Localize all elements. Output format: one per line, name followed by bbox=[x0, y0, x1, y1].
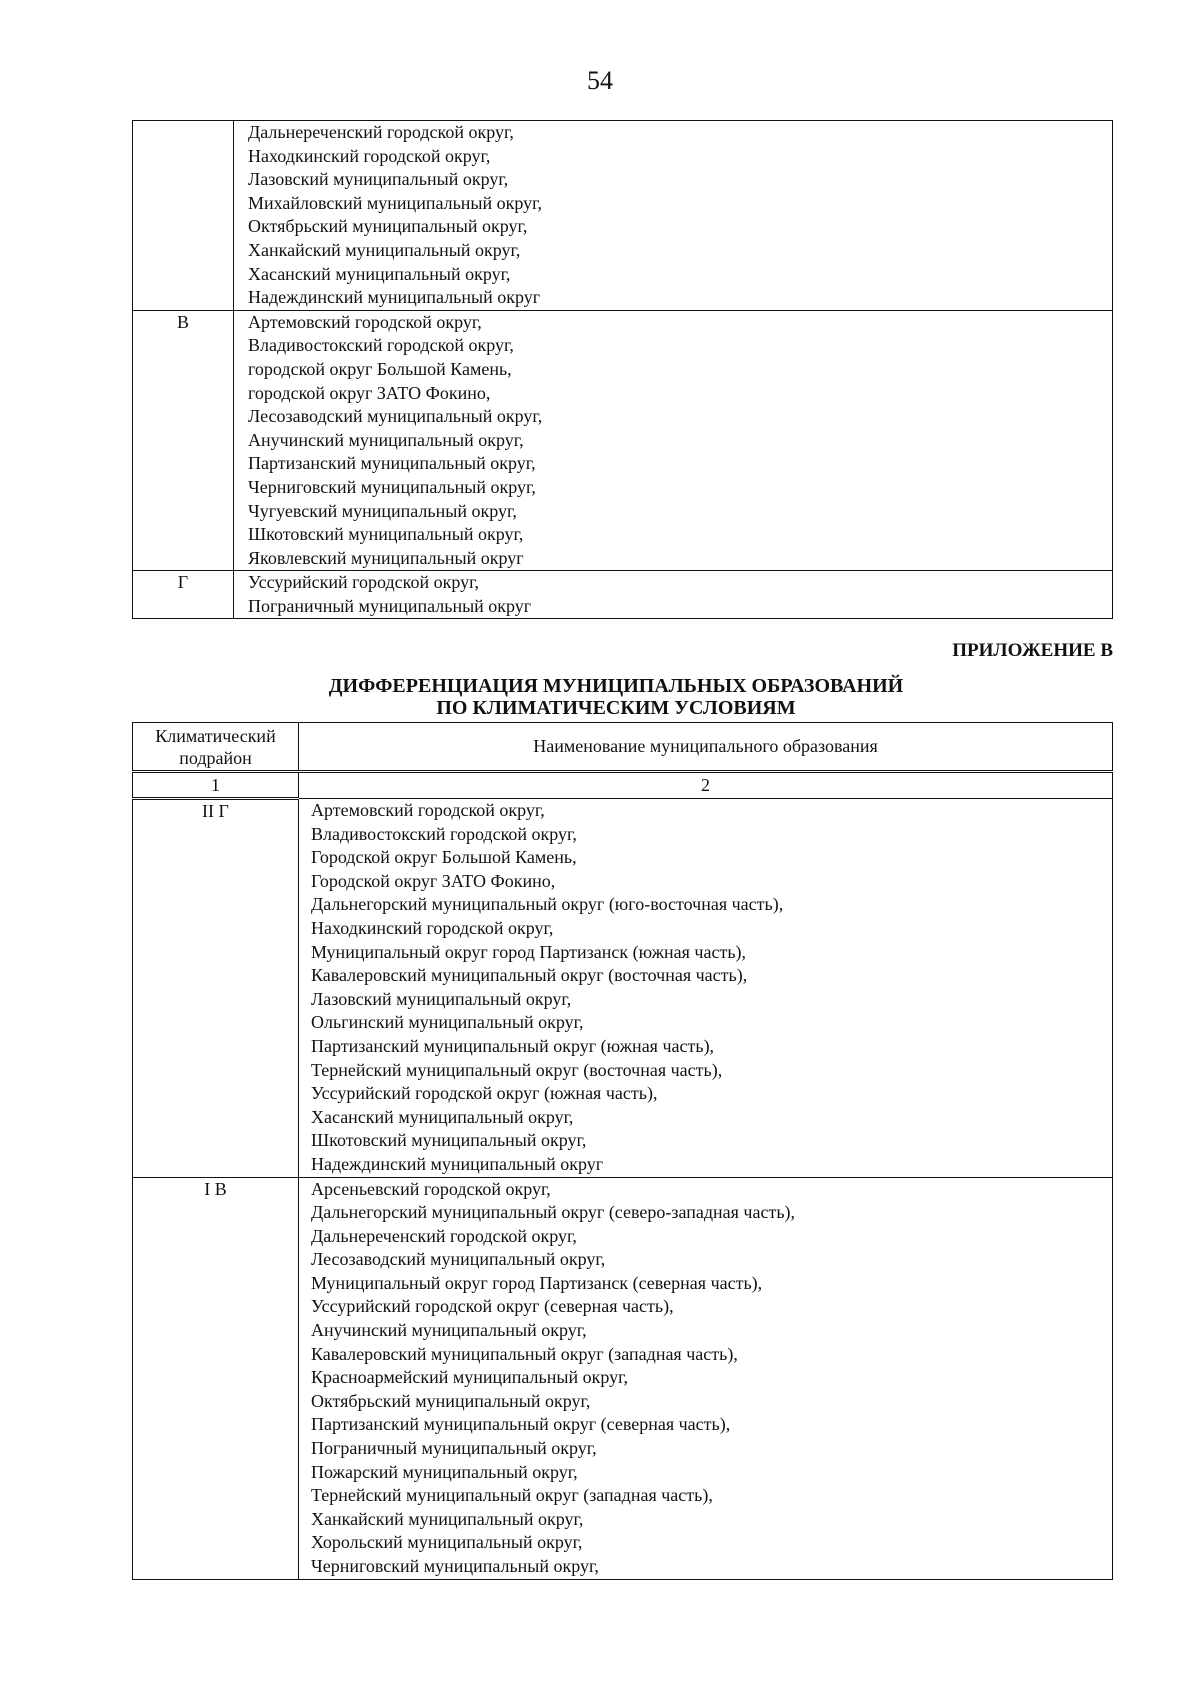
table-header-row bbox=[133, 723, 1113, 772]
municipality-name: Чугуевский муниципальный округ, bbox=[248, 500, 517, 521]
municipality-name: Дальнегорский муниципальный округ (северо-западная часть), bbox=[311, 1202, 796, 1223]
municipality-name: городской округ ЗАТО Фокино, bbox=[248, 382, 491, 403]
column-number-row bbox=[133, 772, 1113, 799]
districts-table-continued bbox=[132, 120, 1113, 619]
subregion-code-text: I В bbox=[204, 1178, 227, 1199]
municipality-name: Тернейский муниципальный округ (восточная часть), bbox=[311, 1059, 723, 1080]
municipality-name: Партизанский муниципальный округ, bbox=[248, 453, 536, 474]
municipality-name: Хасанский муниципальный округ, bbox=[248, 263, 511, 284]
table-row bbox=[133, 799, 1113, 1178]
municipality-name: Ольгинский муниципальный округ, bbox=[311, 1012, 584, 1033]
municipality-name: Пожарский муниципальный округ, bbox=[311, 1461, 578, 1482]
municipality-name: Шкотовский муниципальный округ, bbox=[311, 1130, 587, 1151]
municipality-name: Лесозаводский муниципальный округ, bbox=[248, 406, 543, 427]
municipality-name: Дальнереченский городской округ, bbox=[311, 1225, 577, 1246]
municipality-name: Пограничный муниципальный округ, bbox=[311, 1438, 597, 1459]
zone-code: Г bbox=[133, 571, 234, 619]
municipality-name: Кавалеровский муниципальный округ (западная часть), bbox=[311, 1343, 738, 1364]
zone-code bbox=[133, 121, 234, 311]
municipality-name: Лазовский муниципальный округ, bbox=[311, 988, 572, 1009]
municipality-name: Анучинский муниципальный округ, bbox=[248, 429, 524, 450]
municipality-name: Муниципальный округ город Партизанск (южная часть), bbox=[311, 941, 747, 962]
header-col1-line1: Климатический bbox=[155, 725, 276, 746]
municipality-name: Хорольский муниципальный округ, bbox=[311, 1532, 583, 1553]
municipality-name: Шкотовский муниципальный округ, bbox=[248, 524, 524, 545]
municipality-list bbox=[299, 1177, 1113, 1579]
zone-code: В bbox=[133, 310, 234, 571]
municipality-name: Лазовский муниципальный округ, bbox=[248, 169, 509, 190]
municipality-name: Владивостокский городской округ, bbox=[311, 823, 577, 844]
municipality-name: Хасанский муниципальный округ, bbox=[311, 1106, 574, 1127]
municipality-name: Анучинский муниципальный округ, bbox=[311, 1320, 587, 1341]
municipality-name: Партизанский муниципальный округ (северная часть), bbox=[311, 1414, 731, 1435]
header-col1-line2: подрайон bbox=[179, 747, 252, 768]
municipality-name: Черниговский муниципальный округ, bbox=[311, 1556, 599, 1576]
municipality-name: городской округ Большой Камень, bbox=[248, 358, 512, 379]
municipality-name: Дальнереченский городской округ, bbox=[248, 122, 514, 142]
table-row bbox=[133, 121, 1113, 311]
municipality-name: Партизанский муниципальный округ (южная часть), bbox=[311, 1035, 715, 1056]
column-number-1: 1 bbox=[133, 772, 299, 799]
municipality-list bbox=[234, 121, 1113, 311]
municipality-name: Уссурийский городской округ, bbox=[248, 572, 479, 593]
table-row bbox=[133, 310, 1113, 571]
municipality-name: Ханкайский муниципальный округ, bbox=[311, 1508, 584, 1529]
municipality-name: Октябрьский муниципальный округ, bbox=[311, 1390, 591, 1411]
title-line-2: ПО КЛИМАТИЧЕСКИМ УСЛОВИЯМ bbox=[436, 697, 796, 719]
table-row bbox=[133, 571, 1113, 619]
municipality-name: Муниципальный округ город Партизанск (северная часть), bbox=[311, 1272, 763, 1293]
municipality-name: Пограничный муниципальный округ bbox=[248, 595, 532, 616]
column-number-2: 2 bbox=[299, 772, 1113, 799]
municipality-list bbox=[234, 571, 1113, 619]
header-climate-subregion bbox=[133, 723, 299, 772]
municipality-name: Тернейский муниципальный округ (западная часть), bbox=[311, 1485, 713, 1506]
climate-subregion-code bbox=[133, 1177, 299, 1579]
municipality-name: Кавалеровский муниципальный округ (восточная часть), bbox=[311, 965, 748, 986]
climate-differentiation-table bbox=[132, 722, 1113, 1580]
municipality-name: Уссурийский городской округ (южная часть), bbox=[311, 1083, 658, 1104]
municipality-name: Городской округ ЗАТО Фокино, bbox=[311, 870, 556, 891]
municipality-list bbox=[234, 310, 1113, 571]
municipality-name: Ханкайский муниципальный округ, bbox=[248, 239, 521, 260]
municipality-name: Дальнегорский муниципальный округ (юго-восточная часть), bbox=[311, 894, 784, 915]
subregion-code-text: II Г bbox=[202, 801, 229, 821]
municipality-name: Артемовский городской округ, bbox=[311, 800, 545, 820]
municipality-name: Находкинский городской округ, bbox=[311, 917, 554, 938]
municipality-name: Октябрьский муниципальный округ, bbox=[248, 216, 528, 237]
municipality-name: Владивостокский городской округ, bbox=[248, 335, 514, 356]
table-row bbox=[133, 1177, 1113, 1579]
municipality-name: Надеждинский муниципальный округ bbox=[311, 1153, 604, 1174]
municipality-name: Городской округ Большой Камень, bbox=[311, 847, 577, 868]
header-municipality-name: Наименование муниципального образования bbox=[299, 723, 1113, 772]
municipality-name: Черниговский муниципальный округ, bbox=[248, 476, 536, 497]
page-number: 54 bbox=[587, 66, 613, 95]
municipality-list bbox=[299, 799, 1113, 1178]
appendix-title bbox=[0, 675, 1200, 719]
municipality-name: Яковлевский муниципальный округ bbox=[248, 547, 524, 568]
municipality-name: Находкинский городской округ, bbox=[248, 145, 491, 166]
municipality-name: Надеждинский муниципальный округ bbox=[248, 287, 541, 308]
municipality-name: Уссурийский городской округ (северная часть), bbox=[311, 1296, 674, 1317]
municipality-name: Арсеньевский городской округ, bbox=[311, 1178, 551, 1199]
municipality-name: Артемовский городской округ, bbox=[248, 311, 482, 332]
municipality-name: Лесозаводский муниципальный округ, bbox=[311, 1249, 606, 1270]
municipality-name: Михайловский муниципальный округ, bbox=[248, 192, 543, 213]
appendix-label: ПРИЛОЖЕНИЕ В bbox=[952, 640, 1113, 661]
title-line-1: ДИФФЕРЕНЦИАЦИЯ МУНИЦИПАЛЬНЫХ ОБРАЗОВАНИЙ bbox=[328, 675, 904, 697]
climate-subregion-code bbox=[133, 799, 299, 1178]
municipality-name: Красноармейский муниципальный округ, bbox=[311, 1367, 628, 1388]
